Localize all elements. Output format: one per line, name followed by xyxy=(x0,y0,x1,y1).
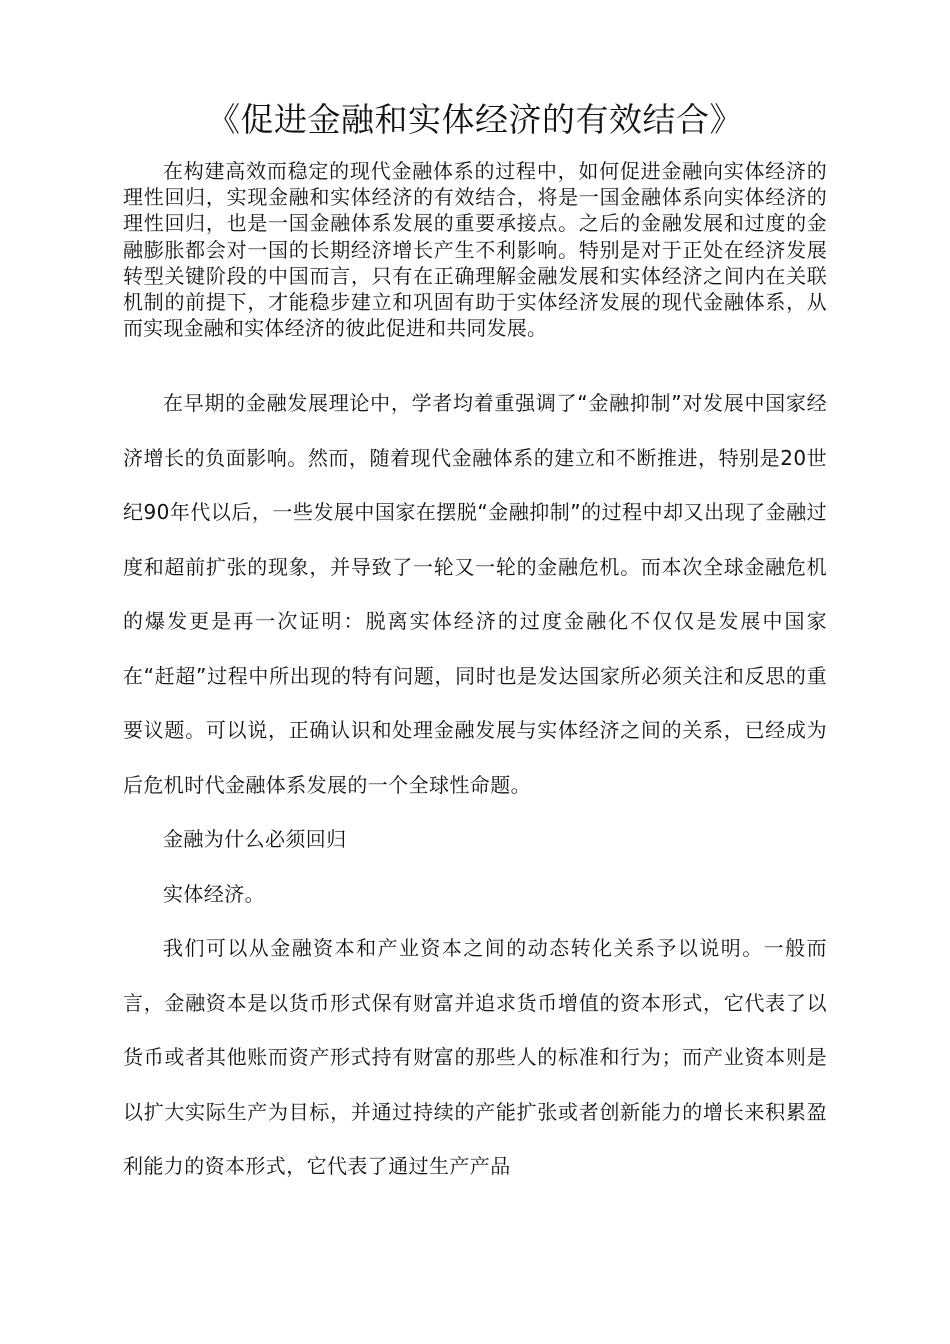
section-heading-line-1: 金融为什么必须回归 xyxy=(163,827,347,851)
paragraph-intro: 在构建高效而稳定的现代金融体系的过程中，如何促进金融向实体经济的理性回归，实现金融和实体经济的有效结合，将是一国金融体系向实体经济的理性回归，也是一国金融体系发展的重要承接点。之后的金融发展和过度的金融膨胀都会对一国的长期经济增长产生不利影响。特别是对于正处在经济发展转型关键阶段的中国而言，只有在正确理解金融发展和实体经济之间内在关联机制的前提下，才能稳步建立和巩固有助于实体经济发展的现代金融体系，从而实现金融和实体经济的彼此促进和共同发展。 xyxy=(123,159,827,341)
paragraph-financial-development: 在早期的金融发展理论中，学者均着重强调了“金融抑制”对发展中国家经济增长的负面影响。然而，随着现代金融体系的建立和不断推进，特别是20世纪90年代以后，一些发展中国家在摆脱“金融抑制”的过程中却又出现了金融过度和超前扩张的现象，并导致了一轮又一轮的金融危机。而本次全球金融危机的爆发更是再一次证明：脱离实体经济的过度金融化不仅仅是发展中国家在“赶超”过程中所出现的特有问题，同时也是发达国家所必须关注和反思的重要议题。可以说，正确认识和处理金融发展与实体经济之间的关系，已经成为后危机时代金融体系发展的一个全球性命题。 xyxy=(123,391,827,797)
document-body xyxy=(123,376,827,1194)
document-title: 《促进金融和实体经济的有效结合》 xyxy=(207,100,743,139)
paragraph-capital-relation: 我们可以从金融资本和产业资本之间的动态转化关系予以说明。一般而言，金融资本是以货币形式保有财富并追求货币增值的资本形式，它代表了以货币或者其他账而资产形式持有财富的那些人的标准和行为；而产业资本则是以扩大实际生产为目标，并通过持续的产能扩张或者创新能力的增长来积累盈利能力的资本形式，它代表了通过生产产品 xyxy=(123,936,827,1178)
section-heading-line-2: 实体经济。 xyxy=(163,881,265,906)
